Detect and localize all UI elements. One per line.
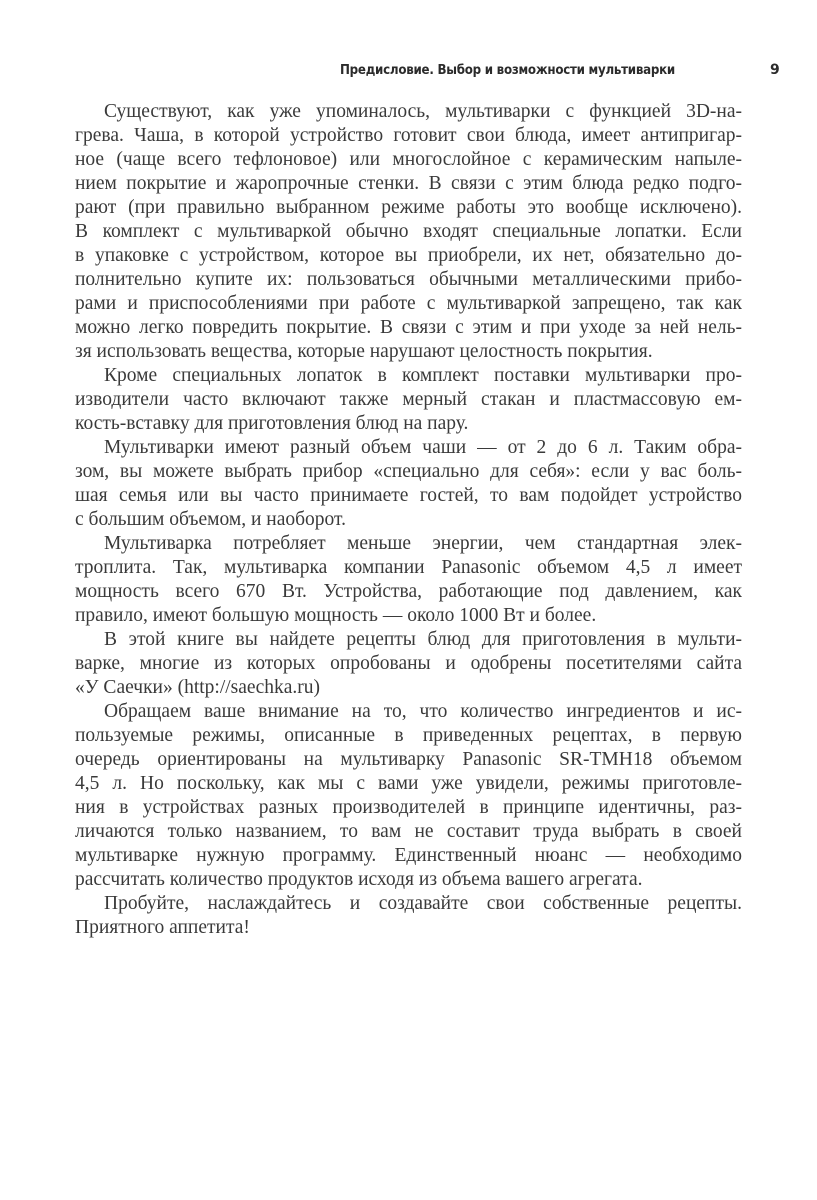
text-line: очередь ориентированы на мультиварку Panasonic SR-TMH18 объемом — [75, 749, 742, 770]
text-line: Существуют, как уже упоминалось, мультиварки с функцией 3D-на- — [104, 101, 742, 122]
text-line: мультиварке нужную программу. Единственный нюанс — необходимо — [75, 845, 742, 866]
text-line: троплита. Так, мультиварка компании Panasonic объемом 4,5 л имеет — [75, 557, 742, 578]
text-line: Пробуйте, наслаждайтесь и создавайте свои собственные рецепты. — [104, 893, 742, 914]
text-line: «У Саечки» (http://saechka.ru) — [75, 677, 321, 698]
text-line: Кроме специальных лопаток в комплект поставки мультиварки про- — [104, 365, 742, 386]
paragraph-accessories — [75, 364, 742, 436]
paragraph-attention — [75, 700, 742, 892]
text-line: кость-вставку для приготовления блюд на пару. — [75, 413, 469, 434]
text-line: правило, имеют большую мощность — около 1000 Вт и более. — [75, 605, 597, 626]
paragraph-3d-heating — [75, 100, 742, 364]
text-line: шая семья или вы часто принимаете гостей, то вам подойдет устройство — [75, 485, 742, 506]
text-line: Обращаем ваше внимание на то, что количество ингредиентов и ис- — [104, 701, 742, 722]
paragraph-closing — [75, 892, 742, 940]
running-head-title: Предисловие. Выбор и возможности мультиварки — [340, 62, 675, 78]
text-line: 4,5 л. Но поскольку, как мы с вами уже увидели, режимы приготовле- — [75, 773, 742, 794]
paragraph-energy — [75, 532, 742, 628]
text-line: зом, вы можете выбрать прибор «специально для себя»: если у вас боль- — [75, 461, 742, 482]
page-number: 9 — [770, 62, 780, 78]
text-line: Приятного аппетита! — [75, 917, 250, 938]
text-line: Мультиварка потребляет меньше энергии, чем стандартная элек- — [104, 533, 742, 554]
text-line: Мультиварки имеют разный объем чаши — от 2 до 6 л. Таким обра- — [104, 437, 742, 458]
text-line: В комплект с мультиваркой обычно входят специальные лопатки. Если — [75, 221, 742, 242]
text-line: в упаковке с устройством, которое вы приобрели, их нет, обязательно до- — [75, 245, 742, 266]
text-line: можно легко повредить покрытие. В связи с этим и при уходе за ней нель- — [75, 317, 742, 338]
text-line: мощность всего 670 Вт. Устройства, работающие под давлением, как — [75, 581, 742, 602]
paragraph-recipes-source — [75, 628, 742, 700]
body-text — [75, 100, 742, 940]
text-line: с большим объемом, и наоборот. — [75, 509, 346, 530]
text-line: рают (при правильно выбранном режиме работы это вообще исключено). — [75, 197, 742, 218]
text-line: ное (чаще всего тефлоновое) или многослойное с керамическим напыле- — [75, 149, 742, 170]
text-line: грева. Чаша, в которой устройство готовит свои блюда, имеет антипригар- — [75, 125, 742, 146]
text-line: варке, многие из которых опробованы и одобрены посетителями сайта — [75, 653, 742, 674]
text-line: рами и приспособлениями при работе с мультиваркой запрещено, так как — [75, 293, 742, 314]
text-line: рассчитать количество продуктов исходя из объема вашего агрегата. — [75, 869, 643, 890]
text-line: ния в устройствах разных производителей в принципе идентичны, раз- — [75, 797, 742, 818]
text-line: изводители часто включают также мерный стакан и пластмассовую ем- — [75, 389, 742, 410]
text-line: В этой книге вы найдете рецепты блюд для приготовления в мульти- — [104, 629, 742, 650]
text-line: полнительно купите их: пользоваться обычными металлическими прибо- — [75, 269, 742, 290]
text-line: нием покрытие и жаропрочные стенки. В связи с этим блюда редко подго- — [75, 173, 742, 194]
paragraph-bowl-volume — [75, 436, 742, 532]
text-line: пользуемые режимы, описанные в приведенных рецептах, в первую — [75, 725, 742, 746]
text-line: зя использовать вещества, которые нарушают целостность покрытия. — [75, 341, 653, 362]
text-line: личаются только названием, то вам не составит труда выбрать в своей — [75, 821, 742, 842]
